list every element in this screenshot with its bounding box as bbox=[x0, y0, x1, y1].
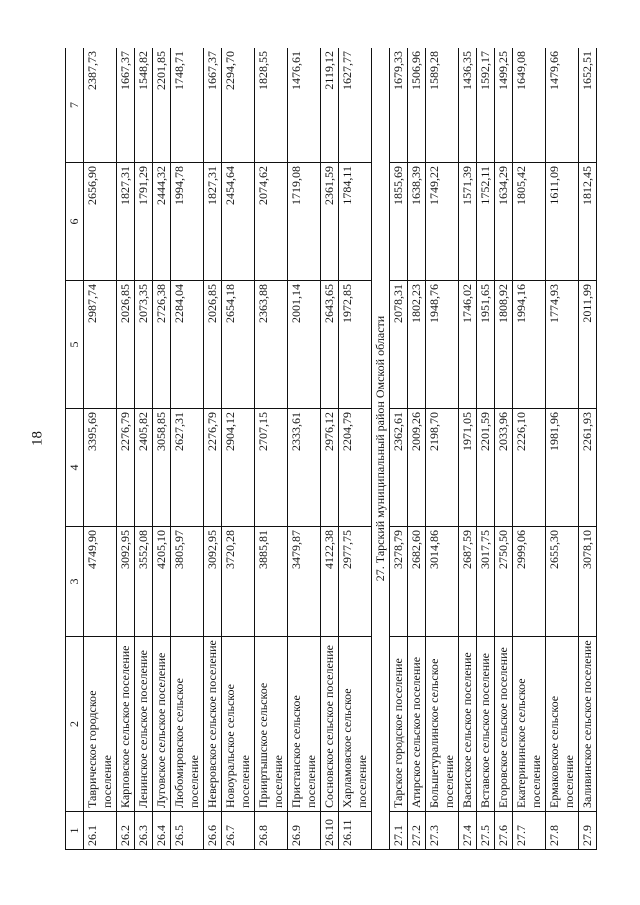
value-cell: 1592,17 bbox=[477, 48, 495, 163]
value-cell: 2726,38 bbox=[153, 281, 171, 409]
section-row bbox=[372, 48, 390, 850]
value-cell: 2009,26 bbox=[408, 409, 426, 527]
value-cell: 2276,79 bbox=[117, 409, 135, 527]
settlement-name: Тарское городское поселение bbox=[390, 637, 408, 812]
value-cell: 3058,85 bbox=[153, 409, 171, 527]
value-cell: 1994,78 bbox=[171, 163, 204, 281]
value-cell: 1791,29 bbox=[135, 163, 153, 281]
value-cell: 1719,08 bbox=[288, 163, 321, 281]
settlement-name: Луговское сельское поселение bbox=[153, 637, 171, 812]
row-number: 26.11 bbox=[339, 812, 372, 850]
value-cell: 1808,92 bbox=[495, 281, 513, 409]
value-cell: 2707,15 bbox=[255, 409, 288, 527]
value-cell: 1476,61 bbox=[288, 48, 321, 163]
table-row bbox=[459, 48, 477, 850]
value-cell: 1981,96 bbox=[546, 409, 579, 527]
value-cell: 4205,10 bbox=[153, 527, 171, 637]
page-number: 18 bbox=[29, 431, 46, 446]
value-cell: 3092,95 bbox=[117, 527, 135, 637]
value-cell: 1855,69 bbox=[390, 163, 408, 281]
value-cell: 3552,08 bbox=[135, 527, 153, 637]
value-cell: 2074,62 bbox=[255, 163, 288, 281]
settlement-name: Неверовское сельское поселение bbox=[204, 637, 222, 812]
settlement-name: Заливинское сельское поселение bbox=[579, 637, 597, 812]
value-cell: 4122,38 bbox=[321, 527, 339, 637]
value-cell: 1506,96 bbox=[408, 48, 426, 163]
value-cell: 2655,30 bbox=[546, 527, 579, 637]
value-cell: 1749,22 bbox=[426, 163, 459, 281]
settlement-name: Пристанское сельское поселение bbox=[288, 637, 321, 812]
value-cell: 2687,59 bbox=[459, 527, 477, 637]
value-cell: 2033,96 bbox=[495, 409, 513, 527]
table-row bbox=[495, 48, 513, 850]
table-row bbox=[84, 48, 117, 850]
row-number: 27.7 bbox=[513, 812, 546, 850]
table-row bbox=[135, 48, 153, 850]
value-cell: 2011,99 bbox=[579, 281, 597, 409]
value-cell: 2976,12 bbox=[321, 409, 339, 527]
table-row bbox=[426, 48, 459, 850]
value-cell: 1951,65 bbox=[477, 281, 495, 409]
table-row bbox=[222, 48, 255, 850]
value-cell: 1827,31 bbox=[117, 163, 135, 281]
row-number: 26.4 bbox=[153, 812, 171, 850]
settlement-name: Васисское сельское поселение bbox=[459, 637, 477, 812]
row-number: 26.10 bbox=[321, 812, 339, 850]
row-number: 27.8 bbox=[546, 812, 579, 850]
table-row bbox=[288, 48, 321, 850]
value-cell: 1436,35 bbox=[459, 48, 477, 163]
settlement-name: Егоровское сельское поселение bbox=[495, 637, 513, 812]
value-cell: 3395,69 bbox=[84, 409, 117, 527]
value-cell: 1652,51 bbox=[579, 48, 597, 163]
value-cell: 1802,23 bbox=[408, 281, 426, 409]
tariff-table bbox=[65, 48, 597, 850]
value-cell: 2078,31 bbox=[390, 281, 408, 409]
table-row bbox=[321, 48, 339, 850]
value-cell: 1774,93 bbox=[546, 281, 579, 409]
rotated-table-container bbox=[65, 48, 610, 850]
value-cell: 2643,65 bbox=[321, 281, 339, 409]
value-cell: 1634,29 bbox=[495, 163, 513, 281]
value-cell: 4749,90 bbox=[84, 527, 117, 637]
header-cell: 7 bbox=[66, 48, 84, 163]
row-number: 27.1 bbox=[390, 812, 408, 850]
value-cell: 3017,75 bbox=[477, 527, 495, 637]
row-number: 26.9 bbox=[288, 812, 321, 850]
row-number: 27.6 bbox=[495, 812, 513, 850]
rotated-table-inner bbox=[65, 48, 610, 850]
value-cell: 2026,85 bbox=[117, 281, 135, 409]
value-cell: 1499,25 bbox=[495, 48, 513, 163]
value-cell: 1589,28 bbox=[426, 48, 459, 163]
row-number: 26.6 bbox=[204, 812, 222, 850]
value-cell: 1784,11 bbox=[339, 163, 372, 281]
row-number: 27.5 bbox=[477, 812, 495, 850]
section-title: 27. Тарский муниципальный район Омской области bbox=[372, 48, 390, 850]
value-cell: 1812,45 bbox=[579, 163, 597, 281]
value-cell: 2276,79 bbox=[204, 409, 222, 527]
table-row bbox=[546, 48, 579, 850]
value-cell: 2654,18 bbox=[222, 281, 255, 409]
settlement-name: Новоуральское сельское поселение bbox=[222, 637, 255, 812]
value-cell: 1638,39 bbox=[408, 163, 426, 281]
table-row bbox=[579, 48, 597, 850]
value-cell: 2750,50 bbox=[495, 527, 513, 637]
value-cell: 2073,35 bbox=[135, 281, 153, 409]
value-cell: 1828,55 bbox=[255, 48, 288, 163]
value-cell: 3805,97 bbox=[171, 527, 204, 637]
settlement-name: Екатерининское сельское поселение bbox=[513, 637, 546, 812]
value-cell: 2904,12 bbox=[222, 409, 255, 527]
value-cell: 2444,32 bbox=[153, 163, 171, 281]
value-cell: 2201,85 bbox=[153, 48, 171, 163]
row-number: 26.3 bbox=[135, 812, 153, 850]
value-cell: 3720,28 bbox=[222, 527, 255, 637]
header-cell: 5 bbox=[66, 281, 84, 409]
value-cell: 3014,86 bbox=[426, 527, 459, 637]
settlement-name: Сосновское сельское поселение bbox=[321, 637, 339, 812]
header-cell: 6 bbox=[66, 163, 84, 281]
value-cell: 2333,61 bbox=[288, 409, 321, 527]
value-cell: 2977,75 bbox=[339, 527, 372, 637]
value-cell: 2454,64 bbox=[222, 163, 255, 281]
value-cell: 2261,93 bbox=[579, 409, 597, 527]
value-cell: 1479,66 bbox=[546, 48, 579, 163]
settlement-name: Атирское сельское поселение bbox=[408, 637, 426, 812]
settlement-name: Таврическое городское поселение bbox=[84, 637, 117, 812]
value-cell: 2627,31 bbox=[171, 409, 204, 527]
value-cell: 2198,70 bbox=[426, 409, 459, 527]
value-cell: 2682,60 bbox=[408, 527, 426, 637]
value-cell: 1827,31 bbox=[204, 163, 222, 281]
settlement-name: Ермаковское сельское поселение bbox=[546, 637, 579, 812]
value-cell: 2026,85 bbox=[204, 281, 222, 409]
value-cell: 3885,81 bbox=[255, 527, 288, 637]
row-number: 27.9 bbox=[579, 812, 597, 850]
value-cell: 1805,42 bbox=[513, 163, 546, 281]
header-row bbox=[66, 48, 84, 850]
header-cell: 3 bbox=[66, 527, 84, 637]
row-number: 26.1 bbox=[84, 812, 117, 850]
value-cell: 2001,14 bbox=[288, 281, 321, 409]
value-cell: 2294,70 bbox=[222, 48, 255, 163]
value-cell: 1627,77 bbox=[339, 48, 372, 163]
table-row bbox=[408, 48, 426, 850]
value-cell: 1679,33 bbox=[390, 48, 408, 163]
value-cell: 3479,87 bbox=[288, 527, 321, 637]
value-cell: 3078,10 bbox=[579, 527, 597, 637]
value-cell: 1972,85 bbox=[339, 281, 372, 409]
value-cell: 1611,09 bbox=[546, 163, 579, 281]
value-cell: 1971,05 bbox=[459, 409, 477, 527]
row-number: 26.5 bbox=[171, 812, 204, 850]
value-cell: 1994,16 bbox=[513, 281, 546, 409]
value-cell: 2119,12 bbox=[321, 48, 339, 163]
value-cell: 2405,82 bbox=[135, 409, 153, 527]
value-cell: 2656,90 bbox=[84, 163, 117, 281]
table-row bbox=[171, 48, 204, 850]
settlement-name: Любомировское сельское поселение bbox=[171, 637, 204, 812]
table-row bbox=[255, 48, 288, 850]
value-cell: 1548,82 bbox=[135, 48, 153, 163]
value-cell: 3092,95 bbox=[204, 527, 222, 637]
value-cell: 2363,88 bbox=[255, 281, 288, 409]
settlement-name: Карповское сельское поселение bbox=[117, 637, 135, 812]
header-cell: 2 bbox=[66, 637, 84, 812]
row-number: 27.2 bbox=[408, 812, 426, 850]
settlement-name: Вставское сельское поселение bbox=[477, 637, 495, 812]
row-number: 26.8 bbox=[255, 812, 288, 850]
value-cell: 1667,37 bbox=[204, 48, 222, 163]
value-cell: 1571,39 bbox=[459, 163, 477, 281]
row-number: 26.2 bbox=[117, 812, 135, 850]
header-cell: 4 bbox=[66, 409, 84, 527]
value-cell: 1748,71 bbox=[171, 48, 204, 163]
value-cell: 2362,61 bbox=[390, 409, 408, 527]
row-number: 26.7 bbox=[222, 812, 255, 850]
value-cell: 3278,79 bbox=[390, 527, 408, 637]
table-row bbox=[117, 48, 135, 850]
settlement-name: Прииртышское сельское поселение bbox=[255, 637, 288, 812]
settlement-name: Харламовское сельское поселение bbox=[339, 637, 372, 812]
row-number: 27.3 bbox=[426, 812, 459, 850]
value-cell: 2204,79 bbox=[339, 409, 372, 527]
value-cell: 1746,02 bbox=[459, 281, 477, 409]
table-row bbox=[153, 48, 171, 850]
settlement-name: Ленинское сельское поселение bbox=[135, 637, 153, 812]
value-cell: 1948,76 bbox=[426, 281, 459, 409]
table-row bbox=[390, 48, 408, 850]
value-cell: 2999,06 bbox=[513, 527, 546, 637]
table-row bbox=[513, 48, 546, 850]
settlement-name: Большетуралинское сельское поселение bbox=[426, 637, 459, 812]
value-cell: 2987,74 bbox=[84, 281, 117, 409]
row-number: 27.4 bbox=[459, 812, 477, 850]
value-cell: 2361,59 bbox=[321, 163, 339, 281]
value-cell: 1667,37 bbox=[117, 48, 135, 163]
table-row bbox=[339, 48, 372, 850]
value-cell: 2201,59 bbox=[477, 409, 495, 527]
value-cell: 1649,08 bbox=[513, 48, 546, 163]
table-row bbox=[477, 48, 495, 850]
table-row bbox=[204, 48, 222, 850]
value-cell: 2284,04 bbox=[171, 281, 204, 409]
header-cell: 1 bbox=[66, 812, 84, 850]
value-cell: 2226,10 bbox=[513, 409, 546, 527]
value-cell: 2387,73 bbox=[84, 48, 117, 163]
value-cell: 1752,11 bbox=[477, 163, 495, 281]
